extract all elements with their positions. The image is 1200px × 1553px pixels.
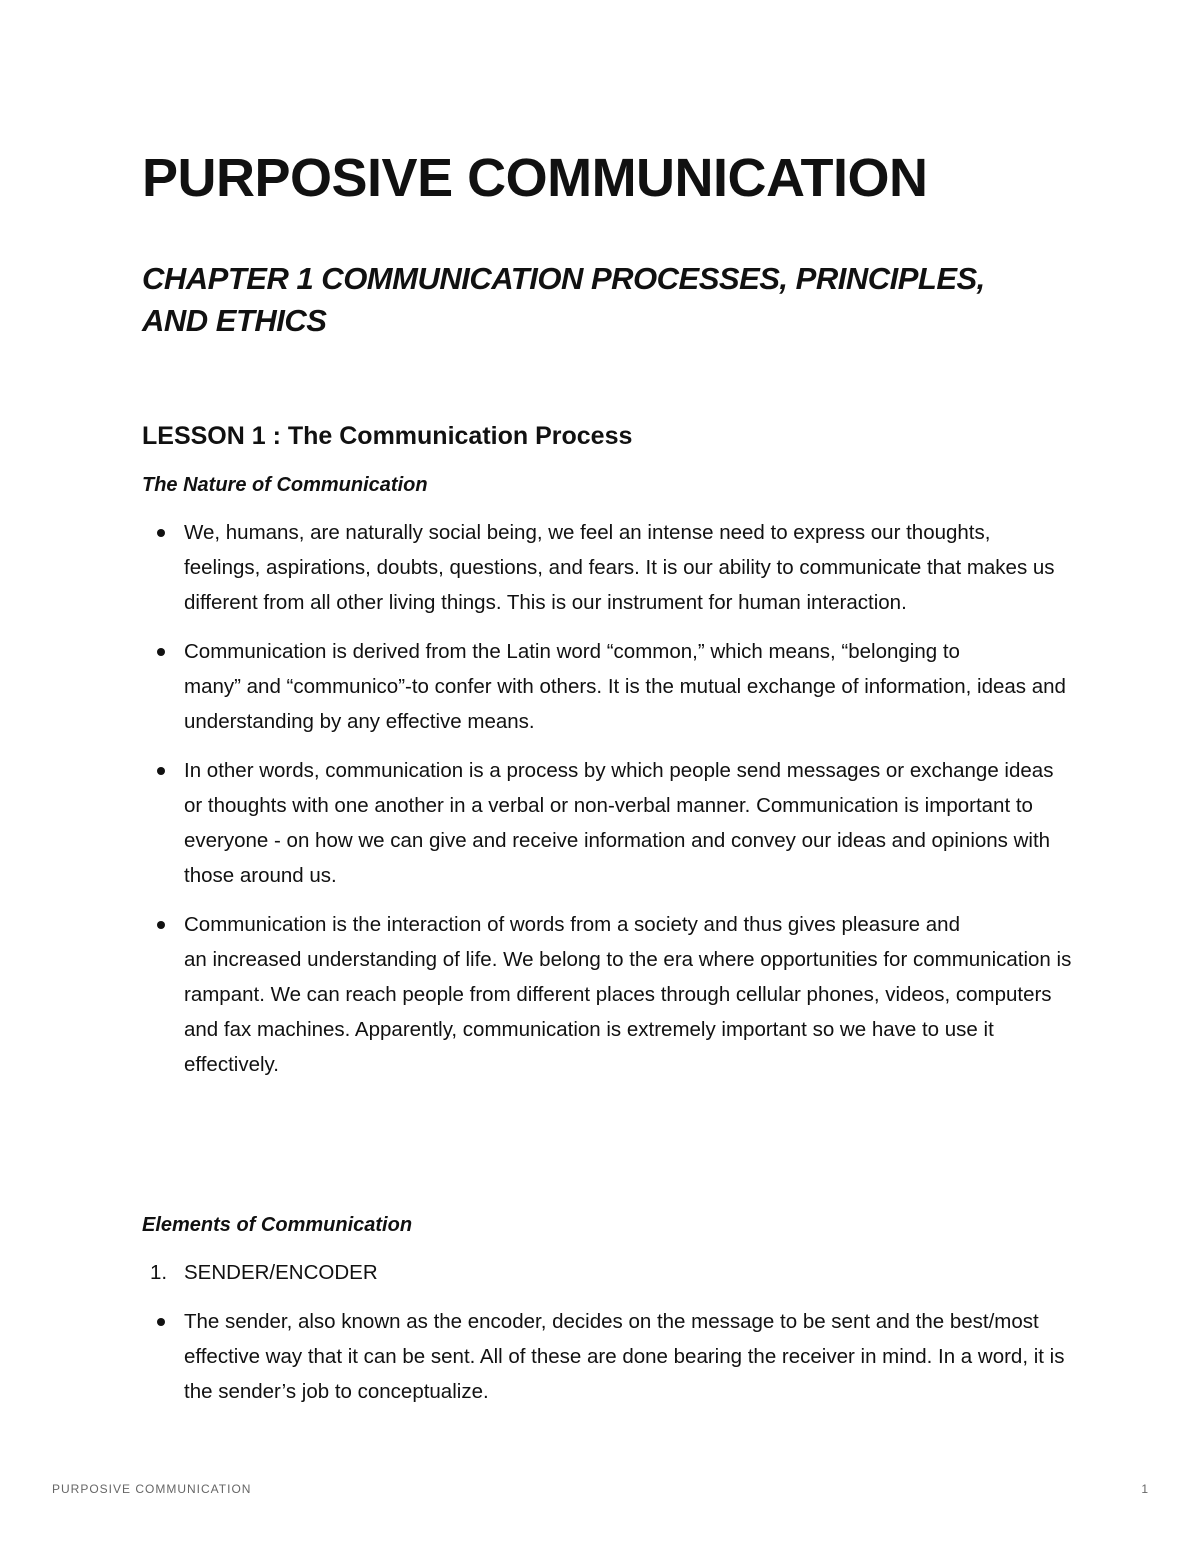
section-heading-nature: The Nature of Communication [142,474,428,496]
list-item [142,515,1072,620]
list-item-text: We, humans, are naturally social being, we feel an intense need to express our thoughts, feelings, aspirations, doubts, questions, and fears. It is our ability to communicate that makes us different from all other living things. This is our instrument for human interaction. [184,521,1055,614]
list-item-text: In other words, communication is a process by which people send messages or exchange ideas or thoughts with one another in a verbal or non-verbal manner. Communication is important to everyone - on how we can give and receive information and convey our ideas and opinions with those around us. [184,759,1054,887]
numbered-item [142,1255,1072,1290]
list-item [142,753,1072,893]
document-title: PURPOSIVE COMMUNICATION [142,148,928,208]
elements-numbered-list [142,1255,1072,1423]
list-item-text: Communication is derived from the Latin word “common,” which means, “belonging to many” and “communico”-to confer with others. It is the mutual exchange of information, ideas and understanding by any effective means. [184,640,1066,733]
bullet-icon [157,767,165,775]
bullet-icon [157,648,165,656]
list-item [142,907,1072,1082]
bullet-icon [157,529,165,537]
list-item-text: The sender, also known as the encoder, decides on the message to be sent and the best/most effective way that it can be sent. All of these are done bearing the receiver in mind. In a word, it is the sender’s job to conceptualize. [184,1310,1065,1403]
bullet-icon [157,921,165,929]
page-footer [52,1482,1148,1496]
nature-bullet-list [142,515,1072,1096]
section-heading-elements: Elements of Communication [142,1214,413,1236]
chapter-heading: CHAPTER 1 COMMUNICATION PROCESSES, PRINCIPLES, AND ETHICS [142,261,985,338]
lesson-heading: LESSON 1 : The Communication Process [142,422,633,450]
page-number: 1 [1141,1482,1148,1496]
item-number: 1. [150,1261,168,1284]
list-item [142,1304,1072,1409]
list-item [142,634,1072,739]
list-item-text: Communication is the interaction of words from a society and thus gives pleasure and an increased understanding of life. We belong to the era where opportunities for communication is rampant. We can reach people from different places through cellular phones, videos, computers and fax machines. Apparently, communication is extremely important so we have to use it effectively. [184,913,1072,1076]
bullet-icon [157,1318,165,1326]
footer-title: PURPOSIVE COMMUNICATION [52,1482,252,1496]
numbered-item-text: SENDER/ENCODER [184,1261,378,1284]
